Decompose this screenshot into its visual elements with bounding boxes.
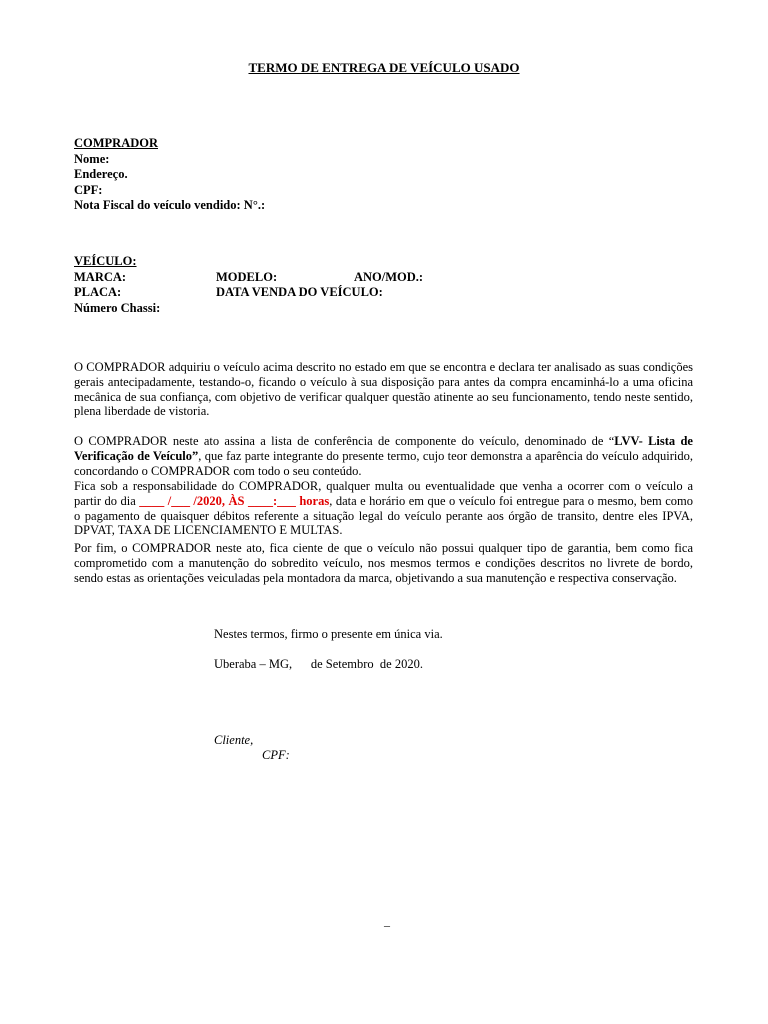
veiculo-section <box>74 254 423 316</box>
place-date-line: Uberaba – MG, de Setembro de 2020. <box>214 657 423 671</box>
comprador-cpf-label: CPF: <box>74 182 103 197</box>
data-venda-label: DATA VENDA DO VEÍCULO: <box>216 285 383 299</box>
signature-cliente-label: Cliente, <box>214 733 254 747</box>
nota-fiscal-label: Nota Fiscal do veículo vendido: N°.: <box>74 198 266 212</box>
placa-label: PLACA: <box>74 285 122 299</box>
veiculo-row-2 <box>74 285 423 301</box>
paragraph-3-date-blank: ____ /___ /2020, ÀS ____:___ horas <box>139 493 330 508</box>
marca-label: MARCA: <box>74 269 127 284</box>
document-title: TERMO DE ENTREGA DE VEÍCULO USADO <box>248 60 520 75</box>
modelo-label: MODELO: <box>216 269 278 284</box>
ano-mod-label: ANO/MOD.: <box>354 269 424 284</box>
paragraph-2-text-b: , que faz parte integrante do presente termo, cujo teor demonstra a aparência do veículo adquirido, concordando o COMPRADOR com todo o seu conteúdo. <box>74 448 693 478</box>
comprador-nome-label: Nome: <box>74 151 110 166</box>
paragraph-3-text-b: , data e horário em que o veículo foi entregue para o mesmo, bem como o pagamento de quaisquer débitos referente a situação legal do veículo perante aos órgão de transito, dentre eles IPVA, DPVAT, TAXA DE LICENCIAMENTO E MULTAS. <box>74 493 693 538</box>
comprador-heading: COMPRADOR <box>74 136 159 150</box>
paragraph-4: Por fim, o COMPRADOR neste ato, fica ciente de que o veículo não possui qualquer tipo de garantia, bem como fica comprometido com a manutenção do sobredito veículo, nos mesmos termos e condições descritos no livrete de bordo, sendo estas as orientações veiculadas pela montadora da marca, objetivando a sua manutenção e respectiva conservação. <box>74 541 693 585</box>
paragraph-2-lvv: LVV- Lista de Verificação de Veículo” <box>74 434 693 463</box>
paragraph-2-text-a: O COMPRADOR neste ato assina a lista de conferência de componente do veículo, denominado de “ <box>74 434 615 448</box>
paragraph-1: O COMPRADOR adquiriu o veículo acima descrito no estado em que se encontra e declara ter analisado as suas condições gerais antecipadamente, testando-o, ficando o veículo à sua disposição para antes da compra encaminhá-lo a uma oficina mecânica de sua confiança, com objetivo de verificar qualquer questão atinente ao seu funcionamento, tendo neste sentido, plena liberdade de vistoria. <box>74 360 693 419</box>
veiculo-row-1 <box>74 270 423 286</box>
comprador-section <box>74 136 265 214</box>
signature-cpf-label: CPF: <box>262 748 290 762</box>
paragraph-3 <box>74 479 693 538</box>
closing-line: Nestes termos, firmo o presente em única via. <box>214 627 443 641</box>
veiculo-heading: VEÍCULO: <box>74 254 137 268</box>
paragraph-2 <box>74 434 693 478</box>
paragraph-3-text-a: Fica sob a responsabilidade do COMPRADOR, qualquer multa ou eventualidade que venha a ocorrer com o veículo a partir do dia <box>74 479 693 508</box>
comprador-endereco-label: Endereço. <box>74 167 128 181</box>
footer-dash: – <box>384 918 390 932</box>
numero-chassi-label: Número Chassi: <box>74 300 161 315</box>
